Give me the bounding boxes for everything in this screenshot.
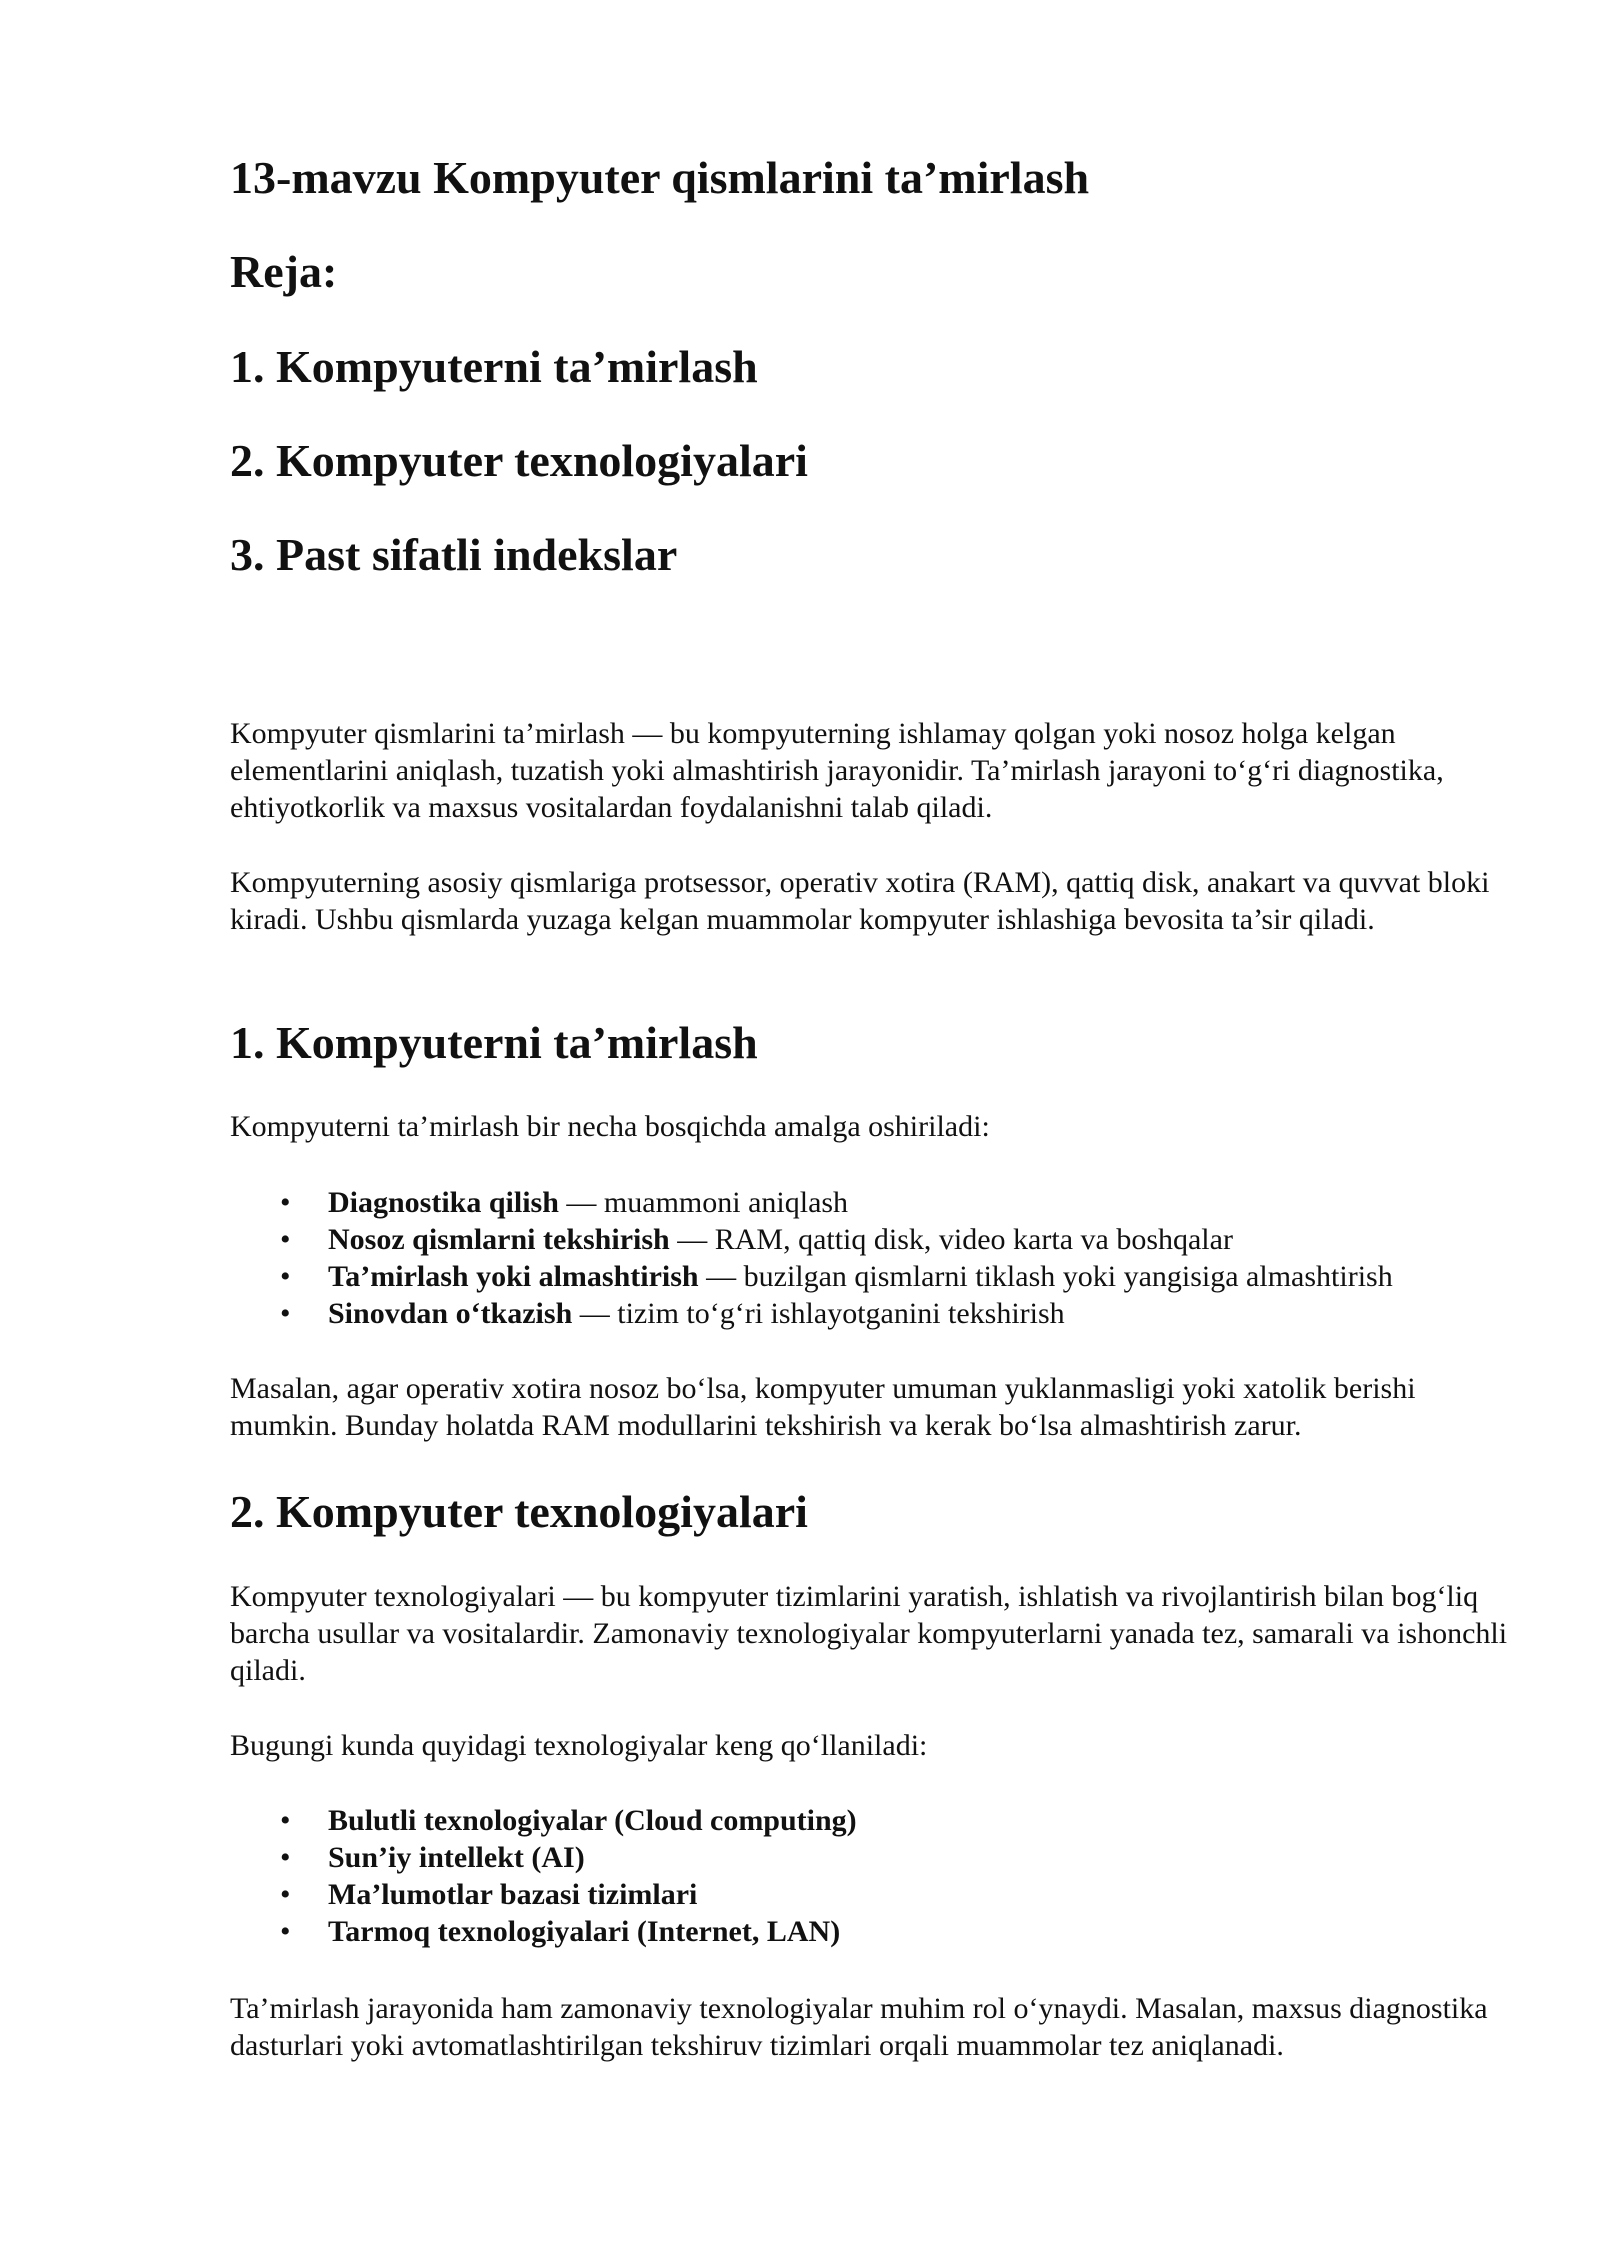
document-title: 13-mavzu Kompyuter qismlarini ta’mirlash [230, 152, 1090, 203]
list-item-bold: Nosoz qismlarni tekshirish [328, 1223, 670, 1256]
bullet-icon: • [280, 1223, 291, 1256]
intro-paragraph-2: Kompyuterning asosiy qismlariga protsessor, operativ xotira (RAM), qattiq disk, anakart va quvvat bloki kiradi. Ushbu qismlarda yuzaga kelgan muammolar kompyuter ishlashiga bevosita ta’sir qiladi. [230, 866, 1490, 936]
bullet-icon: • [280, 1915, 291, 1948]
list-item [230, 1258, 1393, 1295]
bullet-icon: • [280, 1186, 291, 1219]
list-item-bold: Ta’mirlash yoki almashtirish [328, 1260, 699, 1293]
section-2-bullet-list [230, 1802, 857, 1950]
list-item [230, 1913, 857, 1950]
bullet-icon: • [280, 1878, 291, 1911]
list-item [230, 1184, 1393, 1221]
section-1-bullet-list [230, 1184, 1393, 1332]
list-item-bold: Bulutli texnologiyalar (Cloud computing) [328, 1804, 857, 1837]
plan-item-2: 2. Kompyuter texnologiyalari [230, 435, 808, 486]
bullet-icon: • [280, 1297, 291, 1330]
bullet-icon: • [280, 1841, 291, 1874]
list-item-text: — RAM, qattiq disk, video karta va boshqalar [669, 1223, 1233, 1256]
list-item [230, 1221, 1393, 1258]
plan-item-1: 1. Kompyuterni ta’mirlash [230, 341, 758, 392]
list-item [230, 1295, 1393, 1332]
section-2-intro: Kompyuter texnologiyalari — bu kompyuter tizimlarini yaratish, ishlatish va rivojlantirish bilan bog‘liq barcha usullar va vositalardir. Zamonaviy texnologiyalar kompyuterlarni yanada tez, samarali va ishonchli qiladi. [230, 1580, 1508, 1687]
section-2-outro: Ta’mirlash jarayonida ham zamonaviy texnologiyalar muhim rol o‘ynaydi. Masalan, maxsus diagnostika dasturlari yoki avtomatlashtirilgan tekshiruv tizimlari orqali muammolar tez aniqlanadi. [230, 1992, 1488, 2062]
list-item-bold: Diagnostika qilish [328, 1186, 559, 1219]
list-item [230, 1802, 857, 1839]
section-1-outro: Masalan, agar operativ xotira nosoz bo‘lsa, kompyuter umuman yuklanmasligi yoki xatolik berishi mumkin. Bunday holatda RAM modullarini tekshirish va kerak bo‘lsa almashtirish zarur. [230, 1372, 1416, 1442]
list-item-text: — muammoni aniqlash [558, 1186, 849, 1219]
section-2-heading: 2. Kompyuter texnologiyalari [230, 1486, 808, 1537]
list-item-bold: Sun’iy intellekt (AI) [328, 1841, 585, 1874]
bullet-icon: • [280, 1260, 291, 1293]
list-item-bold: Sinovdan o‘tkazish [328, 1297, 573, 1330]
list-item-bold: Ma’lumotlar bazasi tizimlari [328, 1878, 698, 1911]
list-item [230, 1876, 857, 1913]
plan-heading: Reja: [230, 246, 338, 297]
section-2-lead: Bugungi kunda quyidagi texnologiyalar keng qo‘llaniladi: [230, 1729, 928, 1762]
intro-paragraph-1: Kompyuter qismlarini ta’mirlash — bu kompyuterning ishlamay qolgan yoki nosoz holga kelgan elementlarini aniqlash, tuzatish yoki almashtirish jarayonidir. Ta’mirlash jarayoni to‘g‘ri diagnostika, ehtiyotkorlik va maxsus vositalardan foydalanishni talab qiladi. [230, 717, 1444, 824]
section-1-heading: 1. Kompyuterni ta’mirlash [230, 1017, 758, 1068]
list-item-bold: Tarmoq texnologiyalari (Internet, LAN) [328, 1915, 841, 1948]
section-1-intro: Kompyuterni ta’mirlash bir necha bosqichda amalga oshiriladi: [230, 1110, 990, 1143]
plan-item-3: 3. Past sifatli indekslar [230, 529, 678, 580]
list-item-text: — buzilgan qismlarni tiklash yoki yangisiga almashtirish [698, 1260, 1393, 1293]
bullet-icon: • [280, 1804, 291, 1837]
list-item [230, 1839, 857, 1876]
list-item-text: — tizim to‘g‘ri ishlayotganini tekshirish [572, 1297, 1065, 1330]
